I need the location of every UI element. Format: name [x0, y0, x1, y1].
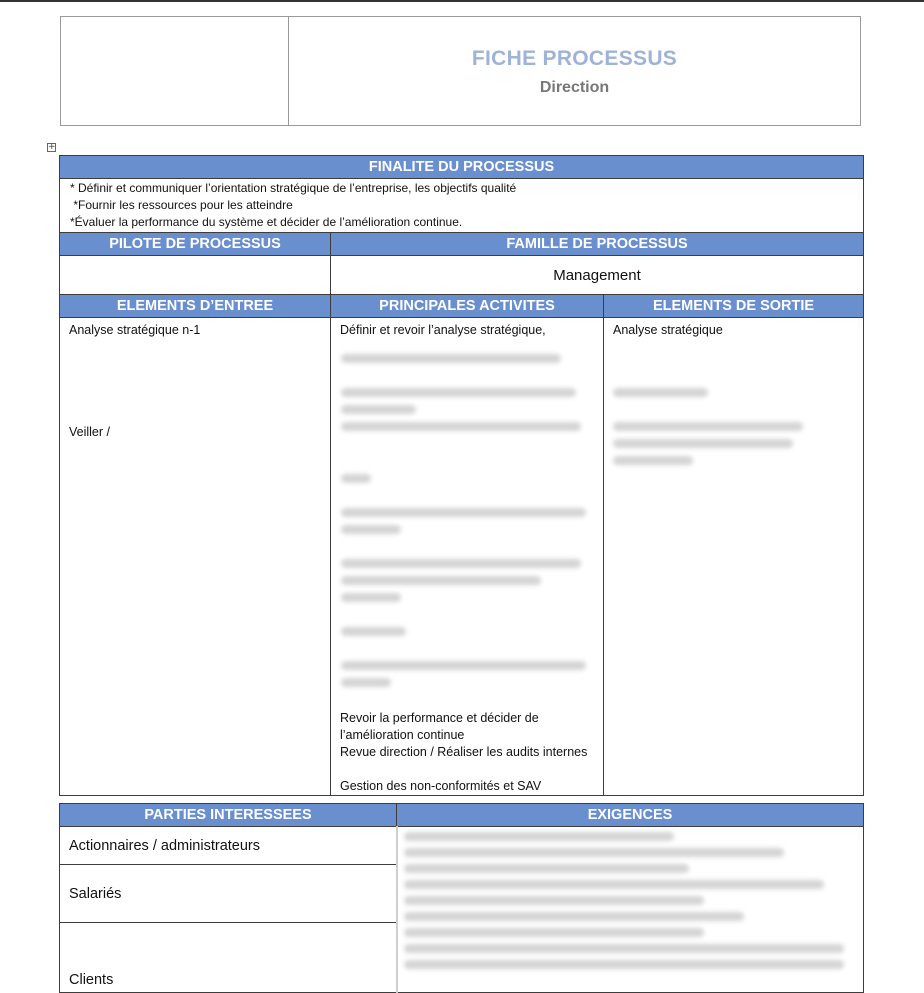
- process-table: [59, 155, 864, 796]
- stakeholders-table: [59, 803, 864, 993]
- party-row[interactable]: Clients: [60, 923, 397, 993]
- redacted-text: [404, 912, 744, 921]
- document-title: FICHE PROCESSUS: [471, 47, 678, 70]
- table-move-handle-icon[interactable]: +: [48, 142, 56, 152]
- famille-value[interactable]: Management: [331, 256, 864, 295]
- activite-item: l’amélioration continue: [340, 728, 465, 742]
- redacted-text: [341, 627, 406, 636]
- redacted-text: [341, 508, 586, 517]
- redacted-text: [341, 661, 586, 670]
- redacted-text: [404, 880, 824, 889]
- top-border-line: [0, 0, 924, 2]
- activites-heading: PRINCIPALES ACTIVITES: [331, 295, 604, 318]
- redacted-text: [404, 960, 844, 969]
- redacted-text: [404, 864, 689, 873]
- redacted-text: [404, 832, 674, 841]
- redacted-text: [341, 474, 371, 483]
- exigences-cell[interactable]: [397, 827, 864, 993]
- header-titles: [289, 17, 860, 125]
- activites-column[interactable]: [331, 318, 604, 796]
- entree-item: Veiller /: [69, 425, 110, 439]
- sortie-item: Analyse stratégique: [613, 323, 723, 337]
- activite-item: Revue direction / Réaliser les audits internes: [340, 745, 588, 759]
- redacted-text: [341, 678, 391, 687]
- redacted-text: [404, 848, 784, 857]
- redacted-text: [404, 928, 704, 937]
- redacted-text: [341, 593, 401, 602]
- redacted-text: [341, 405, 416, 414]
- finalite-line: *Évaluer la performance du système et décider de l’amélioration continue.: [70, 215, 463, 229]
- party-row[interactable]: Salariés: [60, 865, 397, 923]
- redacted-text: [613, 439, 793, 448]
- redacted-text: [341, 388, 576, 397]
- redacted-text: [341, 576, 541, 585]
- redacted-text: [404, 896, 704, 905]
- document-header: [60, 16, 861, 126]
- redacted-text: [341, 354, 561, 363]
- finalite-line: *Fournir les ressources pour les atteindre: [70, 198, 293, 212]
- exigences-heading: EXIGENCES: [397, 804, 864, 827]
- activite-item: Revoir la performance et décider de: [340, 711, 539, 725]
- entree-heading: ELEMENTS D’ENTREE: [60, 295, 331, 318]
- party-row[interactable]: Actionnaires / administrateurs: [60, 827, 397, 865]
- activite-item: Définir et revoir l’analyse stratégique,: [340, 323, 546, 337]
- activite-item: Gestion des non-conformités et SAV: [340, 779, 542, 793]
- finalite-content: [60, 179, 864, 233]
- entree-column[interactable]: [60, 318, 331, 796]
- logo-placeholder: [61, 17, 289, 125]
- redacted-text: [341, 525, 401, 534]
- redacted-text: [613, 422, 803, 431]
- redacted-text: [613, 456, 693, 465]
- pilote-value[interactable]: [60, 256, 331, 295]
- finalite-heading: FINALITE DU PROCESSUS: [60, 156, 864, 179]
- pilote-heading: PILOTE DE PROCESSUS: [60, 233, 331, 256]
- redacted-text: [341, 559, 581, 568]
- sortie-heading: ELEMENTS DE SORTIE: [604, 295, 864, 318]
- redacted-text: [404, 944, 844, 953]
- parties-heading: PARTIES INTERESSEES: [60, 804, 397, 827]
- finalite-line: * Définir et communiquer l’orientation stratégique de l’entreprise, les objectifs qualité: [70, 181, 517, 195]
- redacted-text: [613, 388, 708, 397]
- entree-item: Analyse stratégique n-1: [69, 323, 201, 337]
- famille-heading: FAMILLE DE PROCESSUS: [331, 233, 864, 256]
- sortie-column[interactable]: [604, 318, 864, 796]
- document-subtitle: Direction: [539, 79, 610, 96]
- redacted-text: [341, 422, 581, 431]
